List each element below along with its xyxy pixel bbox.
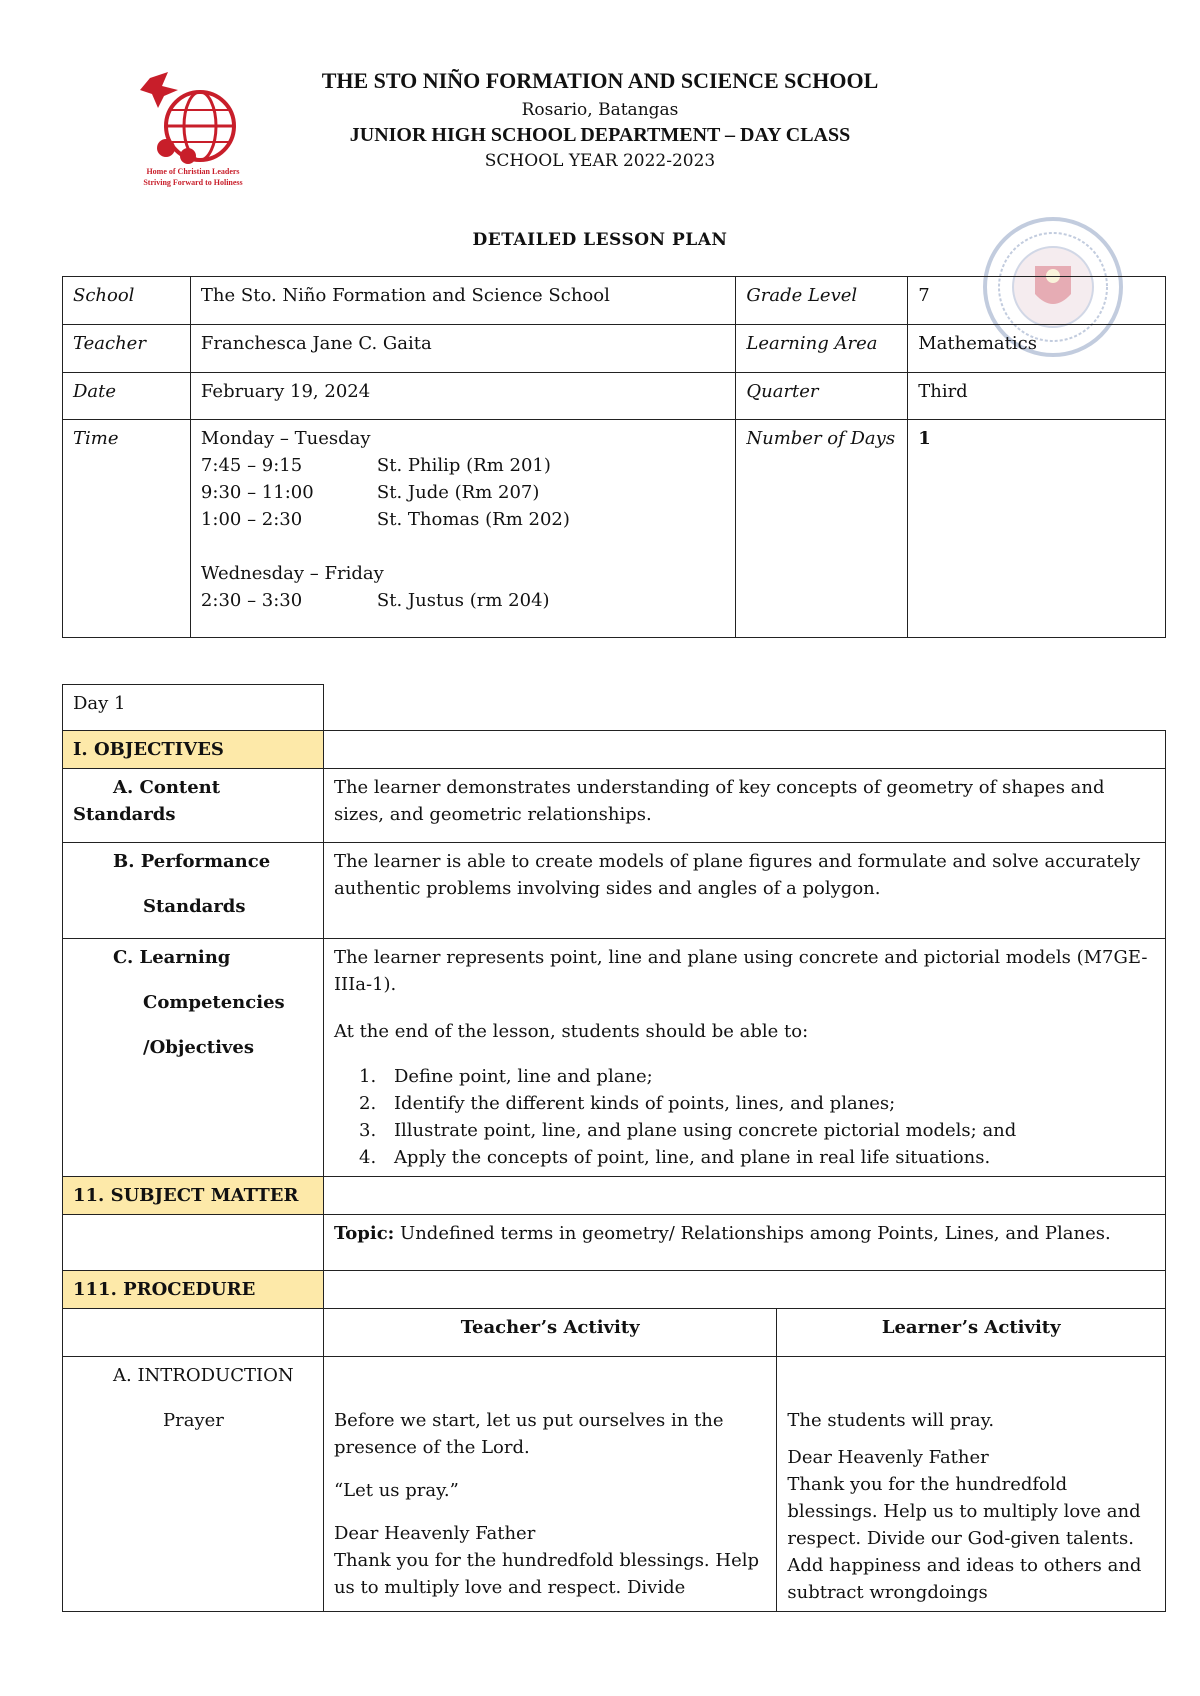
schedule-row: 2:30 – 3:30 St. Justus (rm 204) bbox=[200, 590, 550, 611]
list-item: 4. Apply the concepts of point, line, and plane in real life situations. bbox=[382, 1144, 1155, 1171]
grade-label: Grade Level bbox=[736, 277, 908, 325]
document-title: DETAILED LESSON PLAN bbox=[472, 230, 728, 250]
empty-cell bbox=[323, 731, 1165, 769]
teacher-prayer: Before we start, let us put ourselves in the presence of the Lord. “Let us pray.” Dear Heavenly Father Thank you for the hundredfold blessings. Help us to multiply love and respect. Divide bbox=[323, 1357, 776, 1612]
empty-cell bbox=[63, 1309, 324, 1357]
school-value: The Sto. Niño Formation and Science School bbox=[190, 277, 735, 325]
schedule bbox=[190, 420, 735, 638]
day-label: Day 1 bbox=[63, 685, 324, 731]
area-label: Learning Area bbox=[736, 325, 908, 373]
schedule-row: 1:00 – 2:30 St. Thomas (Rm 202) bbox=[200, 509, 570, 530]
school-label: School bbox=[63, 277, 191, 325]
empty-cell bbox=[323, 1177, 1165, 1215]
learner-activity-heading: Learner’s Activity bbox=[777, 1309, 1166, 1357]
content-standards-text: The learner demonstrates understanding of key concepts of geometry of shapes and sizes, and geometric relationships. bbox=[323, 769, 1165, 843]
list-item: 1. Define point, line and plane; bbox=[382, 1063, 1155, 1090]
teacher-label: Teacher bbox=[63, 325, 191, 373]
list-item: 2. Identify the different kinds of points, lines, and planes; bbox=[382, 1090, 1155, 1117]
schedule-group-1: Monday – Tuesday bbox=[200, 428, 371, 449]
days-value: 1 bbox=[908, 420, 1166, 638]
school-year: SCHOOL YEAR 2022-2023 bbox=[484, 151, 716, 171]
empty-cell bbox=[323, 1271, 1165, 1309]
lesson-plan-table bbox=[62, 684, 1166, 1612]
quarter-value: Third bbox=[908, 373, 1166, 420]
svg-text:Striving Forward to Holiness: Striving Forward to Holiness bbox=[143, 178, 243, 187]
date-label: Date bbox=[63, 373, 191, 420]
objectives-heading: I. OBJECTIVES bbox=[63, 731, 324, 769]
empty-cell bbox=[323, 685, 1165, 731]
performance-standards-text: The learner is able to create models of plane figures and formulate and solve accurately authentic problems involving sides and angles of a polygon. bbox=[323, 843, 1165, 939]
teacher-activity-heading: Teacher’s Activity bbox=[323, 1309, 776, 1357]
school-name: THE STO NIÑO FORMATION AND SCIENCE SCHOOL bbox=[321, 68, 879, 93]
days-label: Number of Days bbox=[736, 420, 908, 638]
quarter-label: Quarter bbox=[736, 373, 908, 420]
list-item: 3. Illustrate point, line, and plane using concrete pictorial models; and bbox=[382, 1117, 1155, 1144]
lesson-info-table bbox=[62, 276, 1166, 638]
learner-prayer: The students will pray. Dear Heavenly Father Thank you for the hundredfold blessings. Help us to multiply love and respect. Divide our God-given talents. Add happiness and ideas to others and subtract wrongdoings bbox=[777, 1357, 1166, 1612]
teacher-value: Franchesca Jane C. Gaita bbox=[190, 325, 735, 373]
procedure-heading: 111. PROCEDURE bbox=[63, 1271, 324, 1309]
schedule-group-2: Wednesday – Friday bbox=[200, 563, 384, 584]
learning-competencies-label: C. Learning Competencies /Objectives bbox=[63, 939, 324, 1177]
objectives-list bbox=[334, 1063, 1155, 1171]
schedule-row: 9:30 – 11:00 St. Jude (Rm 207) bbox=[200, 482, 540, 503]
empty-cell bbox=[63, 1215, 324, 1271]
content-standards-label: A. Content Standards bbox=[63, 769, 324, 843]
time-label: Time bbox=[63, 420, 191, 638]
date-value: February 19, 2024 bbox=[190, 373, 735, 420]
topic: Topic: Undefined terms in geometry/ Relationships among Points, Lines, and Planes. bbox=[323, 1215, 1165, 1271]
learning-competencies-text: The learner represents point, line and plane using concrete and pictorial models (M7GE-IIIa-1). At the end of the lesson, students should be able to: 1. Define point, line and plane; 2. Identify the different kinds of points, lines, and planes; 3. Illustrate point, line, and plane using concrete pictorial models; and 4. Apply the concepts of point, line, and plane in real life situations. bbox=[323, 939, 1165, 1177]
subject-matter-heading: 11. SUBJECT MATTER bbox=[63, 1177, 324, 1215]
department: JUNIOR HIGH SCHOOL DEPARTMENT – DAY CLASS bbox=[349, 124, 851, 146]
performance-standards-label: B. Performance Standards bbox=[63, 843, 324, 939]
grade-value: 7 bbox=[908, 277, 1166, 325]
introduction-label: A. INTRODUCTION Prayer bbox=[63, 1357, 324, 1612]
school-location: Rosario, Batangas bbox=[521, 100, 679, 120]
svg-text:Home of Christian Leaders: Home of Christian Leaders bbox=[146, 167, 240, 176]
area-value: Mathematics bbox=[908, 325, 1166, 373]
schedule-row: 7:45 – 9:15 St. Philip (Rm 201) bbox=[200, 455, 551, 476]
